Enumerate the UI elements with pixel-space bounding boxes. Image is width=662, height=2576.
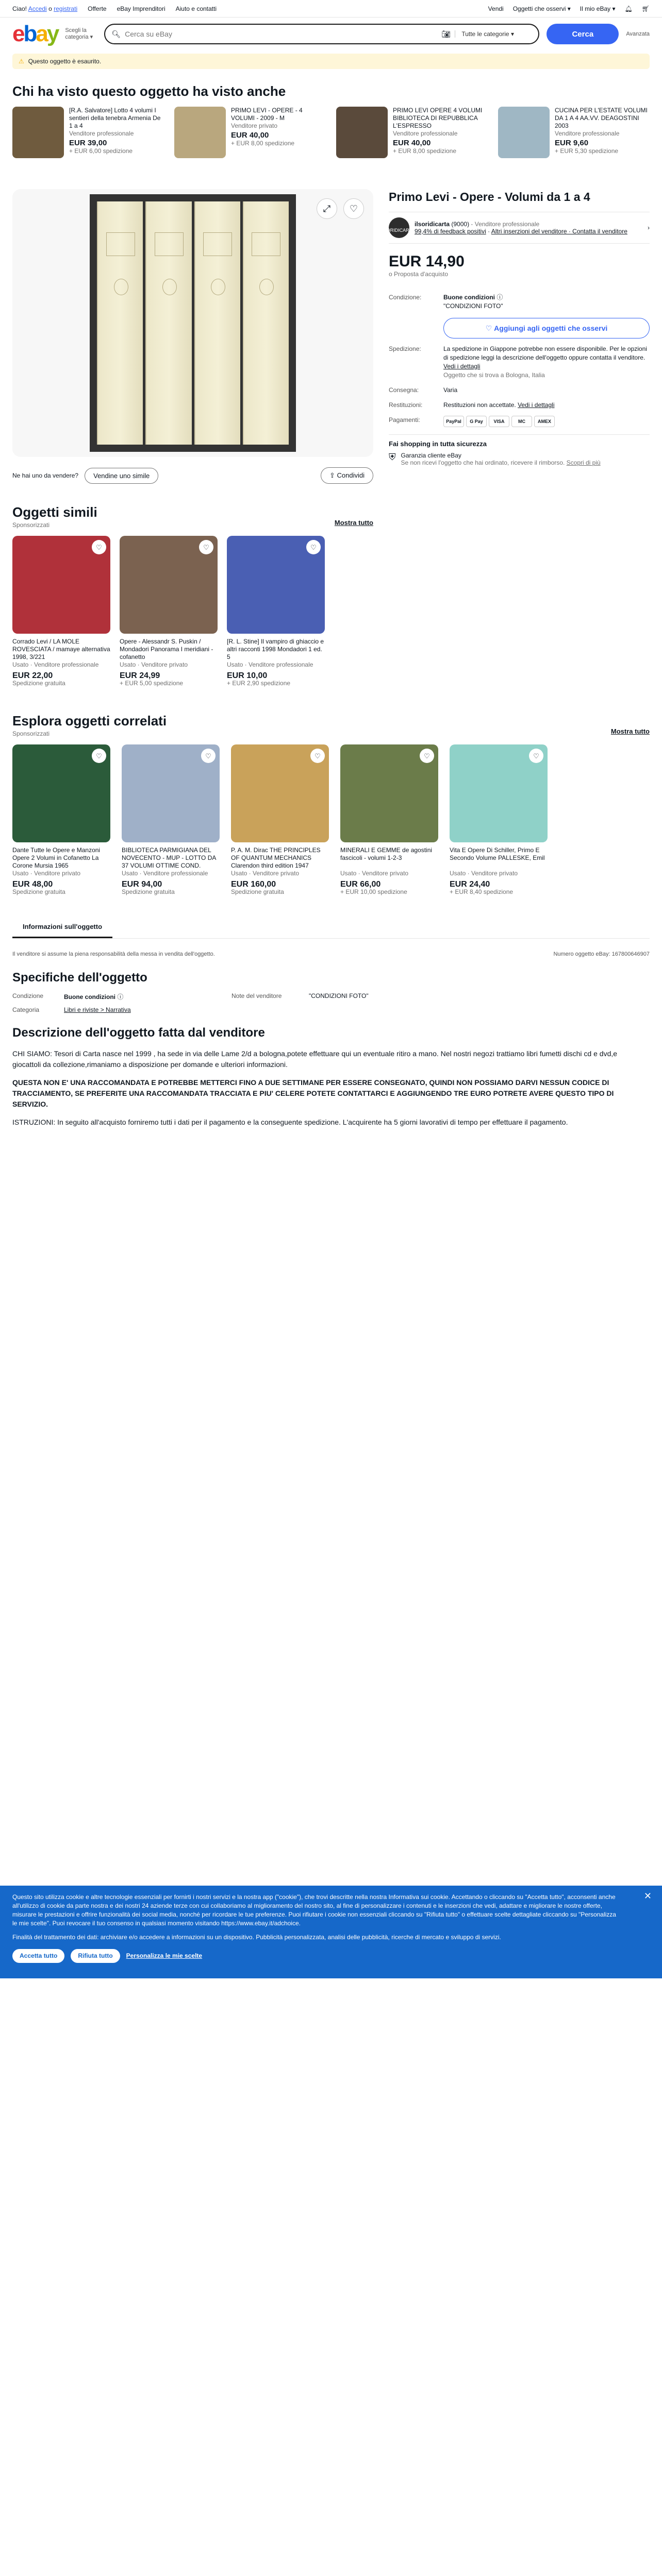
heart-icon[interactable]: ♡	[306, 540, 321, 554]
register-link[interactable]: registrati	[54, 5, 78, 12]
seller-avatar: IL SORIDICARTA	[389, 217, 409, 238]
also-viewed-item[interactable]	[498, 107, 650, 158]
product-card[interactable]	[122, 744, 220, 896]
card-price: EUR 94,00	[122, 880, 162, 889]
watchlist-link[interactable]: Oggetti che osservi ▾	[512, 5, 571, 12]
also-viewed-title: Chi ha visto questo oggetto ha visto anche	[12, 83, 286, 99]
reject-all-button[interactable]: Rifiuta tutto	[71, 1949, 120, 1963]
card-price: EUR 66,00	[340, 880, 381, 889]
product-card[interactable]	[12, 744, 110, 896]
camera-icon[interactable]: 📷︎	[441, 29, 451, 38]
offers-link[interactable]: Offerte	[88, 5, 107, 12]
warning-icon: ⚠	[19, 58, 24, 65]
card-price: EUR 22,00	[12, 671, 53, 680]
shield-icon: ⛨	[389, 452, 396, 462]
accept-all-button[interactable]: Accetta tutto	[12, 1949, 64, 1963]
product-card[interactable]	[231, 744, 329, 896]
product-card[interactable]	[340, 744, 438, 896]
signin-link[interactable]: Accedi	[28, 5, 47, 12]
card-condition: Usato · Venditore professionale	[122, 870, 208, 877]
related-title: Esplora oggetti correlati Sponsorizzati	[12, 713, 167, 737]
card-title: MINERALI E GEMME de agostini fascicoli - volumi 1-2-3	[340, 846, 433, 861]
my-ebay-link[interactable]: Il mio eBay ▾	[580, 5, 616, 12]
product-card[interactable]	[227, 536, 325, 687]
payment-logo: AMEX	[534, 416, 555, 427]
close-icon[interactable]: ✕	[643, 1891, 652, 1901]
related-see-all[interactable]: Mostra tutto	[610, 727, 650, 735]
also-viewed-item[interactable]	[336, 107, 488, 158]
card-title: Dante Tutte le Opere e Manzoni Opere 2 Volumi in Cofanetto La Corone Mursia 1965	[12, 846, 101, 869]
seller-card[interactable]: IL SORIDICARTA ilsoridicarta (9000) · Venditore professionale 99,4% di feedback positivi · Altri inserzioni del venditore · Contatta il venditore ›	[389, 212, 650, 244]
sell-link[interactable]: Vendi	[488, 5, 504, 12]
shipping-details-link[interactable]: Vedi i dettagli	[443, 363, 481, 370]
item-price: EUR 39,00	[69, 139, 107, 147]
item-thumbnail	[174, 107, 226, 158]
seller-type: Venditore professionale	[555, 130, 620, 137]
shipping-cost: + EUR 6,00 spedizione	[69, 147, 133, 155]
shipping-cost: + EUR 5,30 spedizione	[555, 147, 619, 155]
help-link[interactable]: Aiuto e contatti	[175, 5, 217, 12]
description-title: Descrizione dell'oggetto fatta dal venditore	[12, 1026, 265, 1040]
chevron-down-icon: ▾	[567, 5, 571, 12]
product-card[interactable]	[450, 744, 548, 896]
also-viewed-strip	[12, 107, 650, 158]
card-condition: Usato · Venditore privato	[340, 870, 409, 877]
also-viewed-item[interactable]	[12, 107, 164, 158]
secure-shopping: Fai shopping in tutta sicurezza ⛨ Garanzia cliente eBay Se non ricevi l'oggetto che hai ordinato, ricevere il rimborso. Scopri di più	[389, 434, 650, 466]
item-description: CHI SIAMO: Tesori di Carta nasce nel 1999 , ha sede in via delle Lame 2/d a bologna,potete effettuare qui un eventuale ritiro a mano. Nel nostri negozi trattiamo libri fumetti dischi cd e dvd,e giocattoli da collezione,rimaniamo a disposizione per domande e ulteriori informazioni. QUESTA NON E' UNA RACCOMANDATA E POTREBBE METTERCI FINO A DUE SETTIMANE PER ESSERE CONSEGNATO, QUINDI NON POSSIAMO DARVI NESSUN CODICE DI TRACCIAMENTO, SE PREFERITE UNA RACCOMANDATA TRACCIATA E PIU' CELERE POTETE CONTATTARCI E AGGIUNGENDO TRE EURO POTRETE AVERE QUESTO TIPO DI SERVIZIO. ISTRUZIONI: In seguito all'acquisto forniremo tutti i dati per il pagamento e la conseguente spedizione. L'acquirente ha 5 giorni lavorativi di tempo per effettuare il pagamento.	[12, 1049, 618, 1126]
payment-logo: PayPal	[443, 416, 464, 427]
item-title: CUCINA PER L'ESTATE VOLUMI DA 1 A 4 AA.VV. DEAGOSTINI 2003	[555, 107, 648, 129]
heart-icon[interactable]: ♡	[310, 749, 325, 763]
info-icon[interactable]: ⓘ	[496, 294, 503, 301]
learn-more-link[interactable]: Scopri di più	[566, 459, 601, 466]
tab-item-info[interactable]: Informazioni sull'oggetto	[12, 917, 112, 938]
add-to-watchlist-button[interactable]: ♡ Aggiungi agli oggetti che osservi	[443, 318, 650, 338]
product-image	[122, 744, 220, 842]
card-price: EUR 48,00	[12, 880, 53, 889]
category-breadcrumb[interactable]: Libri e riviste > Narrativa	[64, 1006, 131, 1013]
sell-similar-button[interactable]: Vendine uno simile	[85, 468, 158, 484]
card-title: Vita E Opere Di Schiller, Primo E Secondo Volume PALLESKE, Emil	[450, 846, 545, 861]
specifics-title: Specifiche dell'oggetto	[12, 971, 147, 985]
payment-logo: G Pay	[466, 416, 487, 427]
returns-details-link[interactable]: Vedi i dettagli	[518, 401, 555, 409]
out-of-stock-notice: ⚠ Questo oggetto è esaurito.	[12, 54, 650, 69]
chevron-down-icon: ▾	[612, 5, 616, 12]
card-title: Opere - Alessandr S. Puskin / Mondadori Panorama I meridiani - cofanetto	[120, 638, 213, 660]
seller-type: Venditore privato	[231, 122, 278, 129]
heart-icon[interactable]: ♡	[529, 749, 543, 763]
heart-icon[interactable]: ♡	[199, 540, 213, 554]
similar-see-all[interactable]: Mostra tutto	[334, 519, 373, 527]
advanced-search-link[interactable]: Avanzata	[626, 31, 650, 37]
card-condition: Usato · Venditore privato	[12, 870, 81, 877]
share-button[interactable]: ⇪ Condividi	[321, 467, 373, 484]
have-one-text: Ne hai uno da vendere?	[12, 472, 79, 479]
heart-icon[interactable]: ♡	[343, 198, 364, 219]
cookie-banner: ✕ Questo sito utilizza cookie e altre tecnologie essenziali per fornirti i nostri servizi e la nostra app ("cookie"), che trovi descritte nella nostra Informativa sui cookie. Accettando o cliccando su "Accetta tutto", acconsenti anche all'utilizzo di cookie da parte nostra e dei nostri 24 aziende terze con cui collaboriamo al miglioramento del nostro sito, al fine di personalizzare i contenuti e le inserzioni che vedi, adattare e migliorare le nostre offerte, misurare le prestazioni e offrire funzionalità dei social media, nonché per ricordare le tue preferenze. Puoi rifiutare i cookie non essenziali cliccando su "Rifiuta tutto" o effettuare scelte dettagliate cliccando su "Personalizza le mie scelte". Puoi revocare il tuo consenso in qualsiasi momento visitando https://www.ebay.it/adchoice. Finalità del trattamento dei dati: archiviare e/o accedere a informazioni su un dispositivo. Pubblicità personalizzata, analisi delle pubblicità, ricerche di mercato e sviluppo di servizi. Accetta tutto Rifiuta tutto Personalizza le mie scelte	[0, 1886, 662, 1978]
item-title: PRIMO LEVI - OPERE - 4 VOLUMI - 2009 - M	[231, 107, 303, 122]
item-thumbnail	[336, 107, 388, 158]
payment-logo: VISA	[489, 416, 509, 427]
item-price: EUR 40,00	[231, 131, 269, 140]
condition-value: Buone condizioni	[443, 294, 495, 301]
card-condition: Usato · Venditore professionale	[227, 661, 313, 668]
product-image	[340, 744, 438, 842]
main-image[interactable]	[12, 189, 373, 457]
payment-methods	[443, 416, 557, 427]
card-shipping: + EUR 10,00 spedizione	[340, 888, 407, 895]
item-price: EUR 9,60	[555, 139, 589, 147]
similar-title: Oggetti simili Sponsorizzati	[12, 504, 97, 529]
card-condition: Usato · Venditore privato	[450, 870, 518, 877]
customize-link[interactable]: Personalizza le mie scelte	[126, 1952, 203, 1959]
card-price: EUR 10,00	[227, 671, 268, 680]
card-price: EUR 24,99	[120, 671, 160, 680]
product-card[interactable]	[12, 536, 110, 687]
search-bar	[104, 24, 539, 44]
category-select[interactable]: Tutte le categorie ▾	[455, 30, 532, 38]
item-thumbnail	[12, 107, 64, 158]
payment-logo: MC	[511, 416, 532, 427]
best-offer-text: o Proposta d'acquisto	[389, 270, 449, 278]
bell-icon[interactable]: 🔔︎	[624, 5, 633, 12]
responsibility-text: Il venditore si assume la piena responsabilità della messa in vendita dell'oggetto.	[12, 951, 215, 957]
related-carousel	[12, 744, 650, 896]
top-nav	[0, 0, 662, 18]
card-shipping: Spedizione gratuita	[12, 888, 65, 895]
product-card[interactable]	[120, 536, 218, 687]
heart-icon: ♡	[485, 324, 492, 332]
card-price: EUR 160,00	[231, 880, 276, 889]
search-icon: 🔍︎	[111, 29, 121, 38]
card-shipping: Spedizione gratuita	[12, 680, 65, 687]
item-price: EUR 40,00	[393, 139, 431, 147]
ebay-logo[interactable]: ebay	[12, 21, 58, 46]
item-title: PRIMO LEVI OPERE 4 VOLUMI BIBLIOTECA DI REPUBBLICA L'ESPRESSO	[393, 107, 483, 129]
card-shipping: Spedizione gratuita	[231, 888, 284, 895]
card-shipping: + EUR 8,40 spedizione	[450, 888, 514, 895]
card-title: Corrado Levi / LA MOLE ROVESCIATA / mamaye alternativa 1998, 3/221	[12, 638, 110, 660]
shipping-cost: + EUR 8,00 spedizione	[231, 140, 295, 147]
similar-carousel	[12, 536, 373, 687]
seller-type: Venditore professionale	[393, 130, 458, 137]
heart-icon[interactable]: ♡	[92, 749, 106, 763]
cart-icon[interactable]: 🛒︎	[641, 5, 650, 12]
card-title: P. A. M. Dirac THE PRINCIPLES OF QUANTUM MECHANICS Clarendon third edition 1947	[231, 846, 321, 869]
also-viewed-item[interactable]	[174, 107, 326, 158]
product-section	[12, 189, 650, 484]
product-image	[12, 744, 110, 842]
product-image	[231, 744, 329, 842]
search-button[interactable]: Cerca	[547, 24, 619, 44]
header	[0, 18, 662, 50]
expand-icon[interactable]: ⤢	[317, 198, 337, 219]
chevron-right-icon: ›	[648, 224, 650, 231]
search-input[interactable]	[125, 30, 437, 38]
product-image	[227, 536, 325, 634]
product-image	[450, 744, 548, 842]
item-title: [R.A. Salvatore] Lotto 4 volumi I sentieri della tenebra Armenia De 1 a 4	[69, 107, 161, 129]
card-title: BIBLIOTECA PARMIGIANA DEL NOVECENTO - MUP - LOTTO DA 37 VOLUMI OTTIME COND.	[122, 846, 216, 869]
card-title: [R. L. Stine] Il vampiro di ghiaccio e altri racconti 1998 Mondadori 1 ed. 5	[227, 638, 324, 660]
item-title: Primo Levi - Opere - Volumi da 1 a 4	[389, 190, 590, 204]
seller-type: Venditore professionale	[69, 130, 134, 137]
heart-icon[interactable]: ♡	[201, 749, 216, 763]
shipping-cost: + EUR 8,00 spedizione	[393, 147, 457, 155]
card-price: EUR 24,40	[450, 880, 490, 889]
card-shipping: Spedizione gratuita	[122, 888, 175, 895]
item-price: EUR 14,90	[389, 253, 465, 270]
heart-icon[interactable]: ♡	[420, 749, 434, 763]
image-gallery	[12, 189, 373, 484]
greeting: Ciao! Accedi o registrati	[12, 5, 78, 12]
business-link[interactable]: eBay Imprenditori	[117, 5, 166, 12]
item-number: Numero oggetto eBay: 167800646907	[553, 951, 650, 957]
item-tabs	[12, 917, 650, 939]
card-shipping: + EUR 2,90 spedizione	[227, 680, 291, 687]
card-condition: Usato · Venditore privato	[231, 870, 300, 877]
share-icon: ⇪	[329, 471, 335, 479]
product-photo	[90, 194, 296, 452]
heart-icon[interactable]: ♡	[92, 540, 106, 554]
card-condition: Usato · Venditore professionale	[12, 661, 99, 668]
card-condition: Usato · Venditore privato	[120, 661, 188, 668]
item-info: Primo Levi - Opere - Volumi da 1 a 4 IL SORIDICARTA ilsoridicarta (9000) · Venditore professionale 99,4% di feedback positivi · Altri inserzioni del venditore · Contatta il venditore › EUR 14,90 o Proposta d'acquisto Condizione: Buone condizioni ⓘ "CONDIZIONI FOTO" ♡ Aggiungi agli oggetti che osservi Spedizione: La spedizione in Giappone potrebbe non essere disponibile. Per le opzioni di spedizione leggi la descrizione dell'oggetto oppure contatta il venditore. Vedi i dettagli Oggetto che si trova a Bologna, Italia Consegna: Varia Restituzioni: Restituzioni non accettate. Vedi i dettagli Pagamenti: PayPal G Pay VISA MC AMEX Fai shopping in tutta sicurezza ⛨ Garanzia cliente eBay Se non ricevi l'oggetto che hai ordinato, ricevere il rimborso. Scopri di più	[383, 190, 650, 466]
card-shipping: + EUR 5,00 spedizione	[120, 680, 184, 687]
item-thumbnail	[498, 107, 550, 158]
product-image	[12, 536, 110, 634]
shop-by-category[interactable]: Scegli la categoria ▾	[65, 27, 93, 40]
product-image	[120, 536, 218, 634]
item-specifics: Condizione Buone condizioni ⓘ Note del venditore "CONDIZIONI FOTO" Categoria Libri e riviste > Narrativa	[12, 992, 369, 1013]
